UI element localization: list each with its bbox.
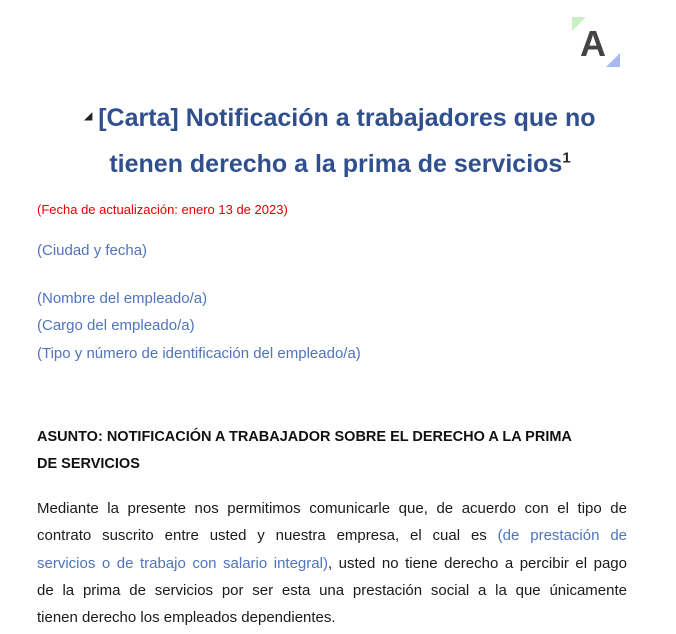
body-line-5: tienen derecho los empleados dependientes. [37, 609, 336, 626]
logo-a-icon [572, 17, 620, 67]
contract-type-placeholder-a: (de prestación de [497, 527, 628, 544]
employee-name-placeholder: (Nombre del empleado/a) [37, 290, 208, 307]
body-line-2 [37, 527, 627, 544]
body-line-2-text: contrato suscrito entre usted y nuestra empresa, el cual es [37, 527, 498, 544]
body-line-1: Mediante la presente nos permitimos comunicarle que, de acuerdo con el tipo de [37, 500, 627, 517]
city-date-placeholder: (Ciudad y fecha) [37, 242, 148, 259]
subject-heading [37, 424, 627, 478]
title-line-2 [30, 142, 650, 187]
body-line-3-text: , usted no tiene derecho a percibir el pago [327, 555, 627, 572]
body-line-3 [37, 555, 627, 572]
employee-position-placeholder: (Cargo del empleado/a) [37, 317, 195, 334]
title-text-2: tienen derecho a la prima de servicios [109, 149, 563, 178]
employee-id-placeholder: (Tipo y número de identificación del empleado/a) [37, 345, 361, 362]
logo-blue-corner [606, 53, 620, 67]
document-title [30, 96, 650, 187]
body-line-4: de la prima de servicios por ser esta una prestación social a la que únicamente [37, 582, 627, 599]
subject-line-1: ASUNTO: NOTIFICACIÓN A TRABAJADOR SOBRE EL DERECHO A LA PRIMA [37, 429, 572, 445]
logo-letter: A [580, 23, 606, 64]
title-line-1 [30, 96, 650, 142]
collapse-triangle-icon[interactable]: ◢ [84, 110, 93, 122]
subject-line-2: DE SERVICIOS [37, 456, 140, 472]
footnote-reference[interactable]: 1 [562, 149, 571, 167]
title-text-1: [Carta] Notificación a trabajadores que no [98, 104, 596, 132]
update-date-note: (Fecha de actualización: enero 13 de 2023) [37, 202, 288, 217]
contract-type-placeholder-b: servicios o de trabajo con salario integral) [37, 555, 328, 572]
